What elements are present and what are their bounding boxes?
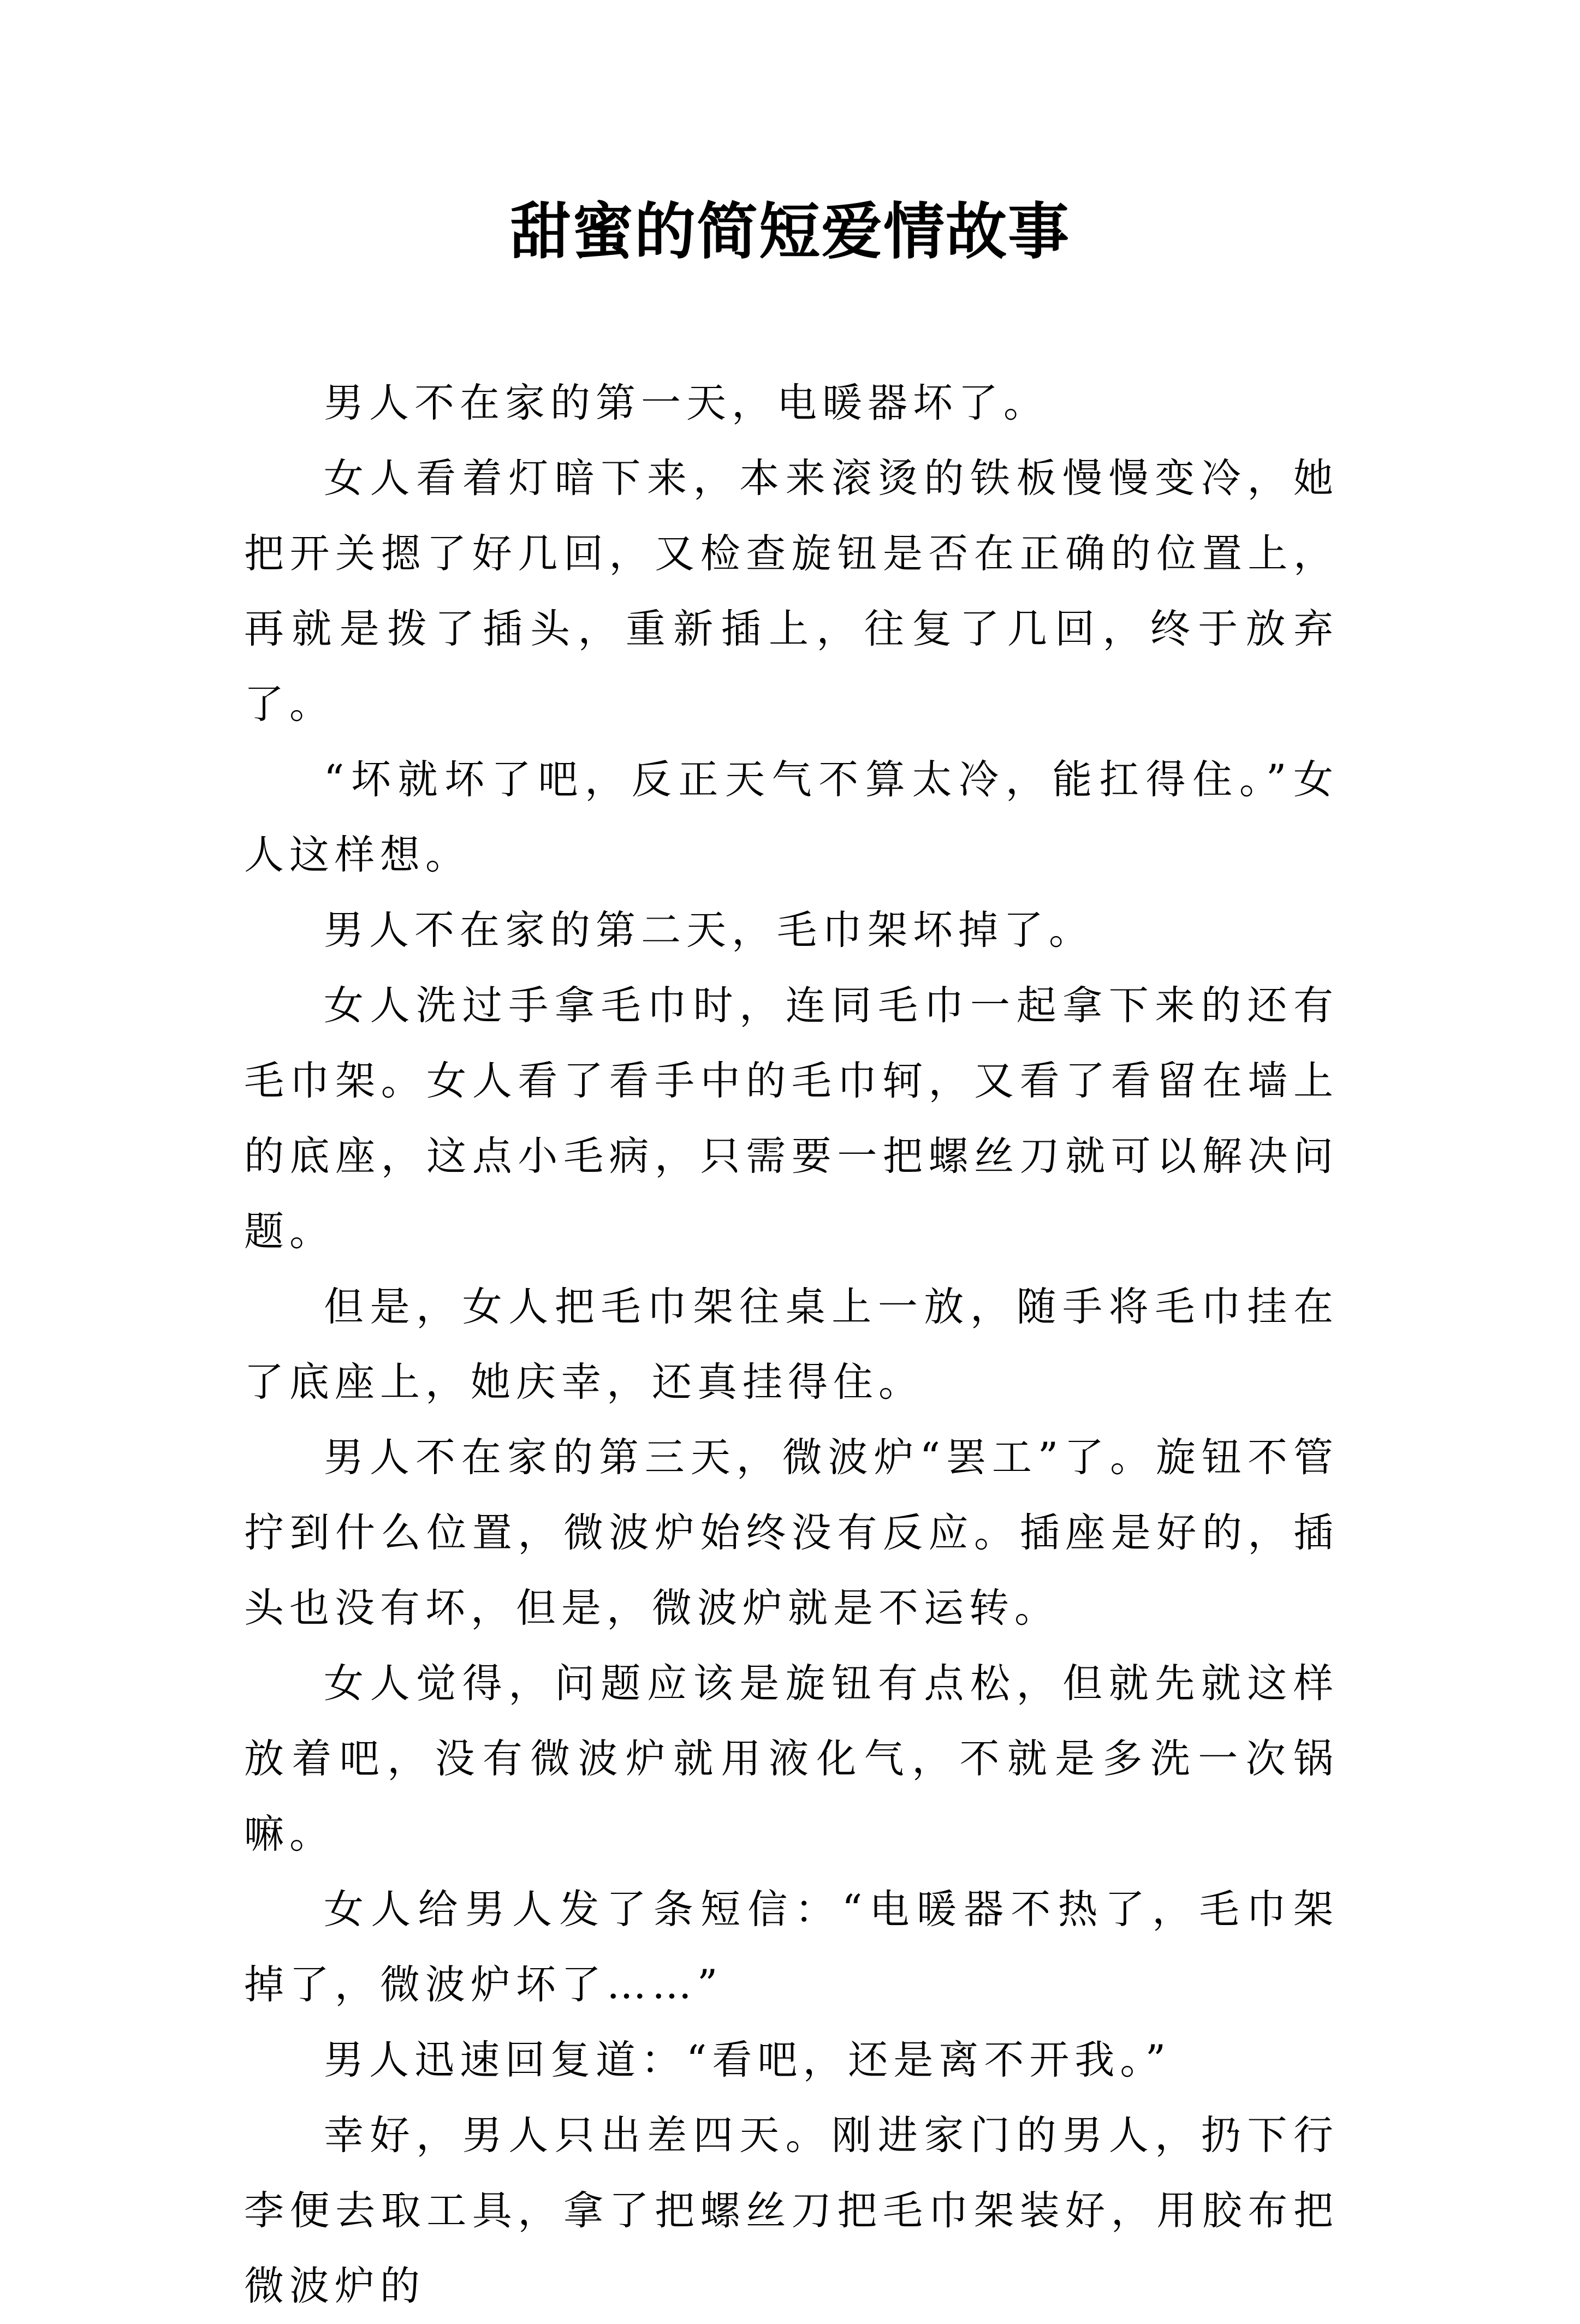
paragraph: 但是，女人把毛巾架往桌上一放，随手将毛巾挂在了底座上，她庆幸，还真挂得住。 [244,1284,1339,1405]
paragraph: 幸好，男人只出差四天。刚进家门的男人，扔下行李便去取工具，拿了把螺丝刀把毛巾架装好，用胶布把微波炉的 [244,2112,1339,2309]
document-title: 甜蜜的简短爱情故事 [510,196,1070,267]
paragraph: “坏就坏了吧，反正天气不算太冷，能扛得住。”女人这样想。 [244,756,1339,878]
document-body [244,366,1339,2324]
paragraph: 女人看着灯暗下来，本来滚烫的铁板慢慢变冷，她把开关摁了好几回，又检查旋钮是否在正确的位置上，再就是拨了插头，重新插上，往复了几回，终于放弃了。 [244,455,1339,728]
paragraph: 男人迅速回复道：“看吧，还是离不开我。” [324,2037,1172,2083]
paragraph: 男人不在家的第二天，毛巾架坏掉了。 [324,907,1094,954]
paragraph: 女人觉得，问题应该是旋钮有点松，但就先就这样放着吧，没有微波炉就用液化气，不就是多洗一次锅嘛。 [244,1660,1339,1857]
paragraph: 男人不在家的第三天，微波炉“罢工”了。旋钮不管拧到什么位置，微波炉始终没有反应。插座是好的，插头也没有坏，但是，微波炉就是不运转。 [244,1434,1339,1631]
paragraph: 女人给男人发了条短信：“电暖器不热了，毛巾架掉了，微波炉坏了……” [244,1886,1339,2008]
paragraph: 男人不在家的第一天，电暖器坏了。 [324,380,1049,426]
paragraph: 女人洗过手拿毛巾时，连同毛巾一起拿下来的还有毛巾架。女人看了看手中的毛巾轲，又看了看留在墙上的底座，这点小毛病，只需要一把螺丝刀就可以解决问题。 [244,982,1339,1255]
